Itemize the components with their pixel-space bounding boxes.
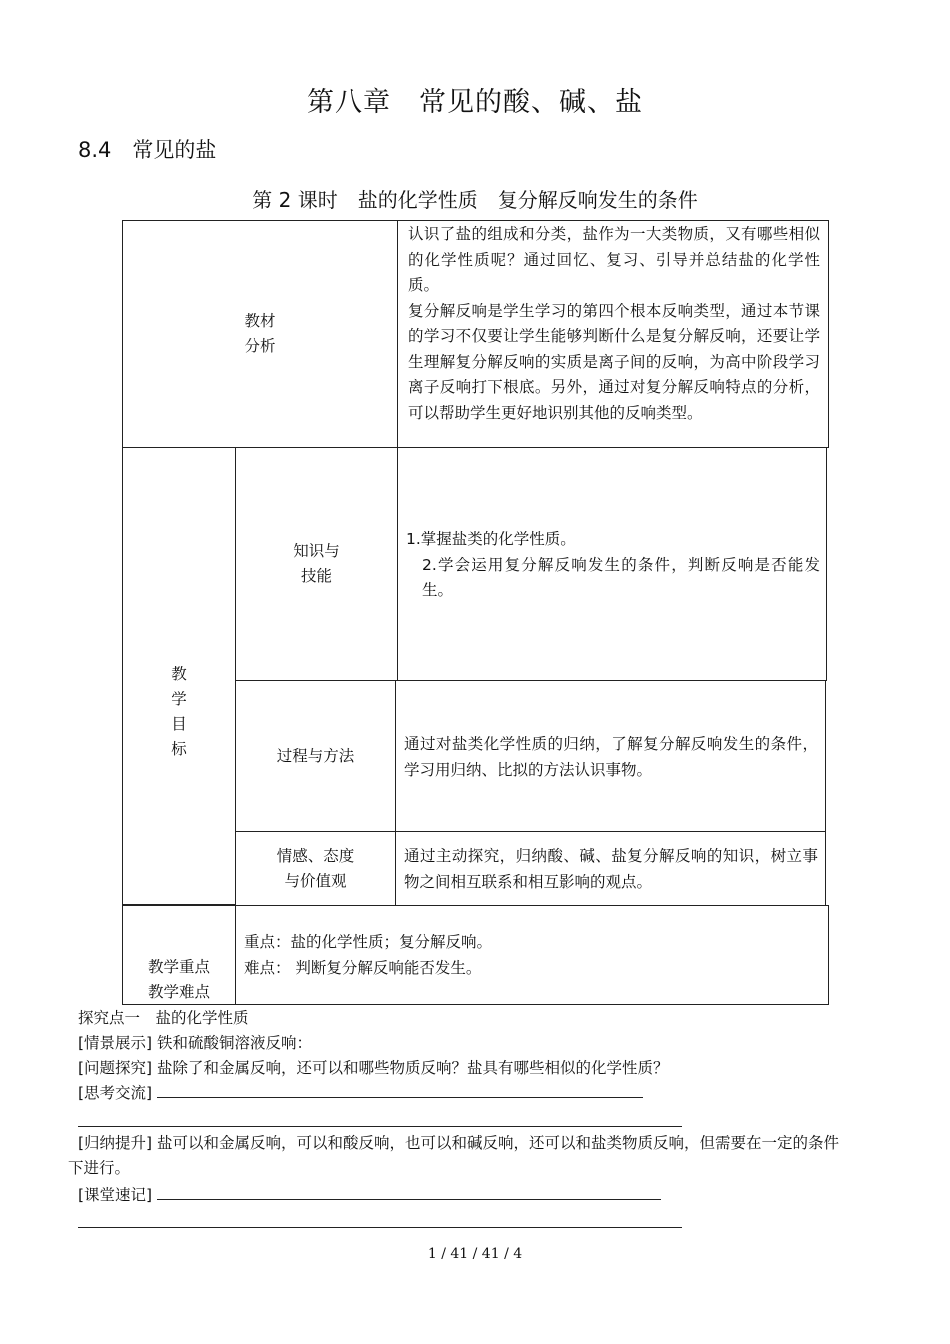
teaching-goals-char-1: 教 [171,665,187,683]
key-points-label: 教学重点 [147,958,210,976]
emotion-text: 通过主动探究，归纳酸、碱、盐复分解反响的知识，树立事物之间相互联系和相互影响的观点。 [404,847,818,891]
emotion-label-2: 与价值观 [284,871,347,890]
material-analysis-label-2: 分析 [244,337,276,355]
material-analysis-paragraph-1: 认识了盐的组成和分类，盐作为一大类物质，又有哪些相似的化学性质呢？通过回忆、复习、引导并总结盐的化学性质。 [408,225,820,294]
answer-line [78,1126,682,1127]
explore-point: 探究点一 盐的化学性质 [78,1009,249,1027]
section-title: 8.4 常见的盐 [78,138,217,162]
knowledge-label: 知识与 [293,542,340,560]
process-label: 过程与方法 [276,746,355,765]
think-answer-blank[interactable] [157,1083,643,1098]
chapter-title: 第八章 常见的酸、碱、盐 [307,87,643,118]
notes-line [78,1227,682,1228]
page-footer: 1 / 41 / 41 / 4 [427,1246,523,1262]
summary-line-2: 下进行。 [68,1159,131,1177]
key-points-difficulty: 难点： 判断复分解反响能否发生。 [244,958,482,977]
material-analysis-label: 教材 [244,312,276,330]
scene-display: [情景展示] 铁和硫酸铜溶液反响： [78,1034,313,1052]
difficulty-label: 教学难点 [147,983,210,1001]
key-points-focus: 重点：盐的化学性质；复分解反响。 [244,933,493,951]
knowledge-item-2: 2.学会运用复分解反响发生的条件，判断反响是否能发生。 [422,555,820,599]
lesson-title: 第 2 课时 盐的化学性质 复分解反响发生的条件 [252,188,698,212]
notes-blank[interactable] [157,1185,661,1200]
process-text: 通过对盐类化学性质的归纳，了解复分解反响发生的条件，学习用归纳、比拟的方法认识事物。 [404,735,818,779]
emotion-label: 情感、态度 [276,846,355,865]
knowledge-label-2: 技能 [300,567,332,585]
think-exchange-label: [思考交流] [78,1084,158,1102]
teaching-goals-char-4: 标 [171,740,187,758]
teaching-goals-char-2: 学 [171,690,187,708]
summary-line-1: [归纳提升] 盐可以和金属反响，可以和酸反响，也可以和碱反响，还可以和盐类物质反响，但需要在一定的条件 [78,1134,840,1152]
knowledge-item-1: 1.掌握盐类的化学性质。 [406,530,576,548]
material-analysis-paragraph-2: 复分解反响是学生学习的第四个根本反响类型，通过本节课的学习不仅要让学生能够判断什么是复分解反响，还要让学生理解复分解反响的实质是离子间的反响，为高中阶段学习离子反响打下根底。另外，通过对复分解反响特点的分析，可以帮助学生更好地识别其他的反响类型。 [408,301,820,422]
teaching-goals-char-3: 目 [171,715,187,733]
problem-inquiry: [问题探究] 盐除了和金属反响，还可以和哪些物质反响？盐具有哪些相似的化学性质？ [78,1059,669,1077]
notes-label: [课堂速记] [78,1186,158,1204]
